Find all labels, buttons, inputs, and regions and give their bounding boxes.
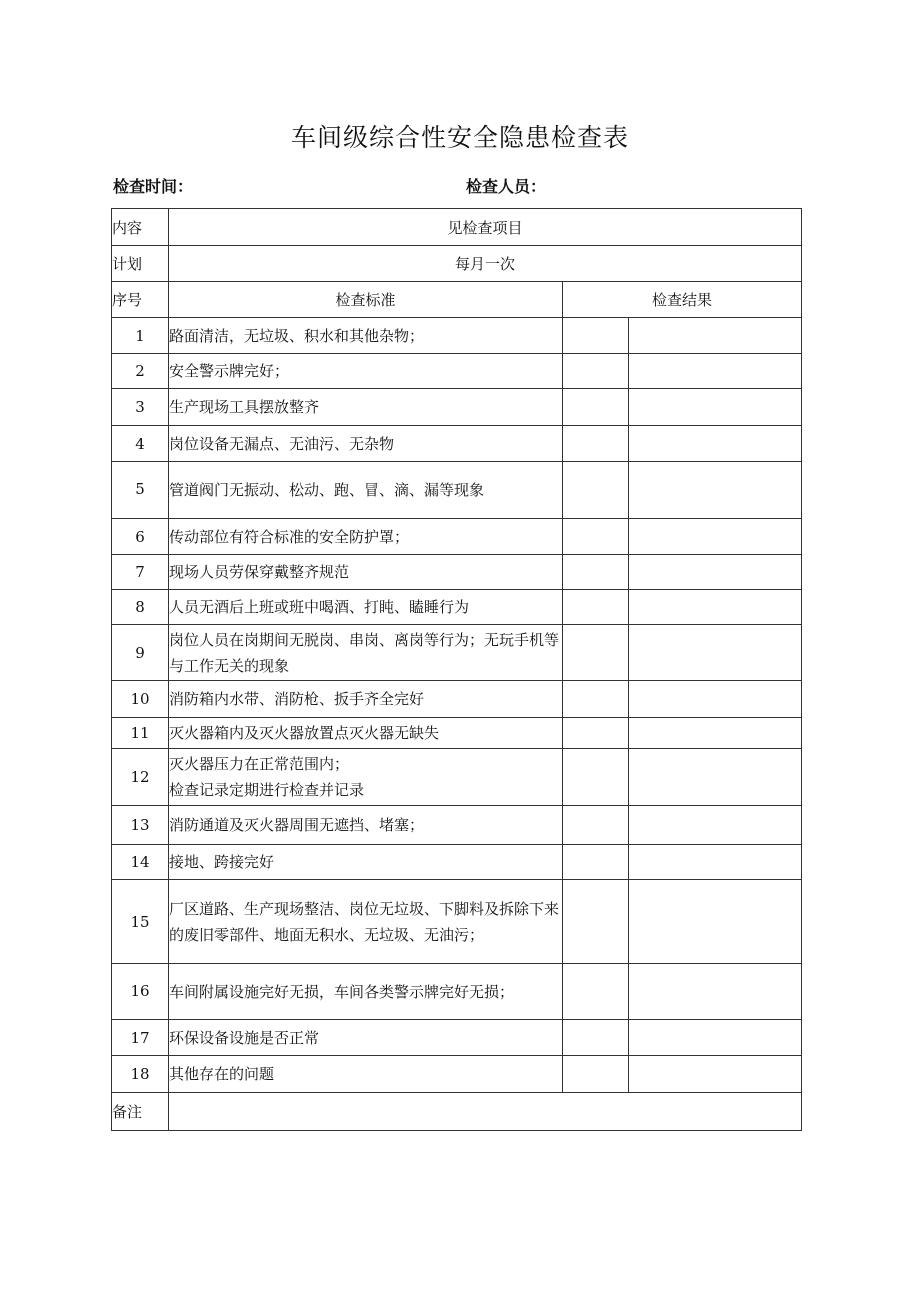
item-number: 11 (112, 718, 169, 749)
item-number: 7 (112, 555, 169, 590)
result-cell-b[interactable] (629, 749, 802, 806)
result-cell-a[interactable] (563, 426, 629, 462)
result-cell-a[interactable] (563, 1020, 629, 1056)
result-cell-a[interactable] (563, 389, 629, 426)
item-standard: 消防箱内水带、消防枪、扳手齐全完好 (169, 681, 563, 718)
header-result: 检查结果 (563, 282, 802, 318)
result-cell-a[interactable] (563, 625, 629, 681)
result-cell-b[interactable] (629, 519, 802, 555)
item-standard: 岗位人员在岗期间无脱岗、串岗、离岗等行为；无玩手机等与工作无关的现象 (169, 625, 563, 681)
content-value: 见检查项目 (169, 209, 802, 246)
item-standard: 车间附属设施完好无损，车间各类警示牌完好无损； (169, 964, 563, 1020)
item-number: 8 (112, 590, 169, 625)
plan-row (112, 246, 802, 282)
result-cell-b[interactable] (629, 681, 802, 718)
table-row (112, 462, 802, 519)
result-cell-a[interactable] (563, 681, 629, 718)
item-standard: 消防通道及灭火器周围无遮挡、堵塞； (169, 806, 563, 845)
item-number: 1 (112, 318, 169, 354)
result-cell-b[interactable] (629, 389, 802, 426)
plan-label: 计划 (112, 246, 169, 282)
result-cell-b[interactable] (629, 590, 802, 625)
result-cell-b[interactable] (629, 718, 802, 749)
item-standard: 安全警示牌完好； (169, 354, 563, 389)
table-row (112, 318, 802, 354)
table-row (112, 964, 802, 1020)
result-cell-a[interactable] (563, 519, 629, 555)
item-standard-line: 检查记录定期进行检查并记录 (169, 781, 365, 799)
table-row (112, 718, 802, 749)
item-standard: 接地、跨接完好 (169, 845, 563, 880)
result-cell-a[interactable] (563, 318, 629, 354)
header-index: 序号 (112, 282, 169, 318)
item-standard: 厂区道路、生产现场整洁、岗位无垃圾、下脚料及拆除下来的废旧零部件、地面无积水、无垃圾、无油污； (169, 880, 563, 964)
table-row (112, 625, 802, 681)
result-cell-b[interactable] (629, 964, 802, 1020)
table-row (112, 749, 802, 806)
result-cell-b[interactable] (629, 354, 802, 389)
item-standard-line: 灭火器压力在正常范围内； (169, 755, 350, 773)
item-standard: 其他存在的问题 (169, 1056, 563, 1093)
remark-row (112, 1093, 802, 1131)
item-standard: 生产现场工具摆放整齐 (169, 389, 563, 426)
header-row (112, 282, 802, 318)
header-standard: 检查标准 (169, 282, 563, 318)
result-cell-b[interactable] (629, 1020, 802, 1056)
table-row (112, 555, 802, 590)
table-row (112, 806, 802, 845)
item-standard: 岗位设备无漏点、无油污、无杂物 (169, 426, 563, 462)
table-row (112, 519, 802, 555)
table-row (112, 880, 802, 964)
result-cell-b[interactable] (629, 845, 802, 880)
remark-label: 备注 (112, 1093, 169, 1131)
result-cell-b[interactable] (629, 806, 802, 845)
content-label: 内容 (112, 209, 169, 246)
item-number: 5 (112, 462, 169, 519)
item-number: 16 (112, 964, 169, 1020)
inspector-label: 检查人员： (466, 177, 547, 196)
item-standard (169, 749, 563, 806)
result-cell-a[interactable] (563, 749, 629, 806)
result-cell-b[interactable] (629, 426, 802, 462)
item-standard: 人员无酒后上班或班中喝酒、打盹、瞌睡行为 (169, 590, 563, 625)
result-cell-b[interactable] (629, 318, 802, 354)
item-number: 2 (112, 354, 169, 389)
item-number: 18 (112, 1056, 169, 1093)
page-title: 车间级综合性安全隐患检查表 (290, 123, 629, 152)
item-number: 15 (112, 880, 169, 964)
result-cell-a[interactable] (563, 964, 629, 1020)
result-cell-b[interactable] (629, 625, 802, 681)
result-cell-b[interactable] (629, 555, 802, 590)
item-number: 4 (112, 426, 169, 462)
result-cell-a[interactable] (563, 845, 629, 880)
result-cell-a[interactable] (563, 880, 629, 964)
result-cell-a[interactable] (563, 1056, 629, 1093)
result-cell-a[interactable] (563, 806, 629, 845)
item-standard: 环保设备设施是否正常 (169, 1020, 563, 1056)
result-cell-b[interactable] (629, 880, 802, 964)
table-row (112, 426, 802, 462)
item-number: 13 (112, 806, 169, 845)
item-number: 10 (112, 681, 169, 718)
table-row (112, 590, 802, 625)
item-standard: 管道阀门无振动、松动、跑、冒、滴、漏等现象 (169, 462, 563, 519)
result-cell-a[interactable] (563, 718, 629, 749)
result-cell-a[interactable] (563, 590, 629, 625)
result-cell-a[interactable] (563, 354, 629, 389)
inspection-time-label: 检查时间： (113, 177, 194, 196)
item-number: 12 (112, 749, 169, 806)
table-row (112, 1020, 802, 1056)
result-cell-b[interactable] (629, 462, 802, 519)
item-number: 17 (112, 1020, 169, 1056)
inspection-table (111, 208, 802, 1131)
content-row (112, 209, 802, 246)
plan-value: 每月一次 (169, 246, 802, 282)
remark-cell[interactable] (169, 1093, 802, 1131)
item-standard: 路面清洁，无垃圾、积水和其他杂物； (169, 318, 563, 354)
item-standard: 传动部位有符合标准的安全防护罩； (169, 519, 563, 555)
item-number: 3 (112, 389, 169, 426)
result-cell-a[interactable] (563, 555, 629, 590)
table-row (112, 389, 802, 426)
result-cell-b[interactable] (629, 1056, 802, 1093)
item-number: 9 (112, 625, 169, 681)
result-cell-a[interactable] (563, 462, 629, 519)
item-number: 14 (112, 845, 169, 880)
item-standard: 现场人员劳保穿戴整齐规范 (169, 555, 563, 590)
table-row (112, 845, 802, 880)
table-row (112, 354, 802, 389)
item-standard: 灭火器箱内及灭火器放置点灭火器无缺失 (169, 718, 563, 749)
table-row (112, 681, 802, 718)
table-row (112, 1056, 802, 1093)
item-number: 6 (112, 519, 169, 555)
